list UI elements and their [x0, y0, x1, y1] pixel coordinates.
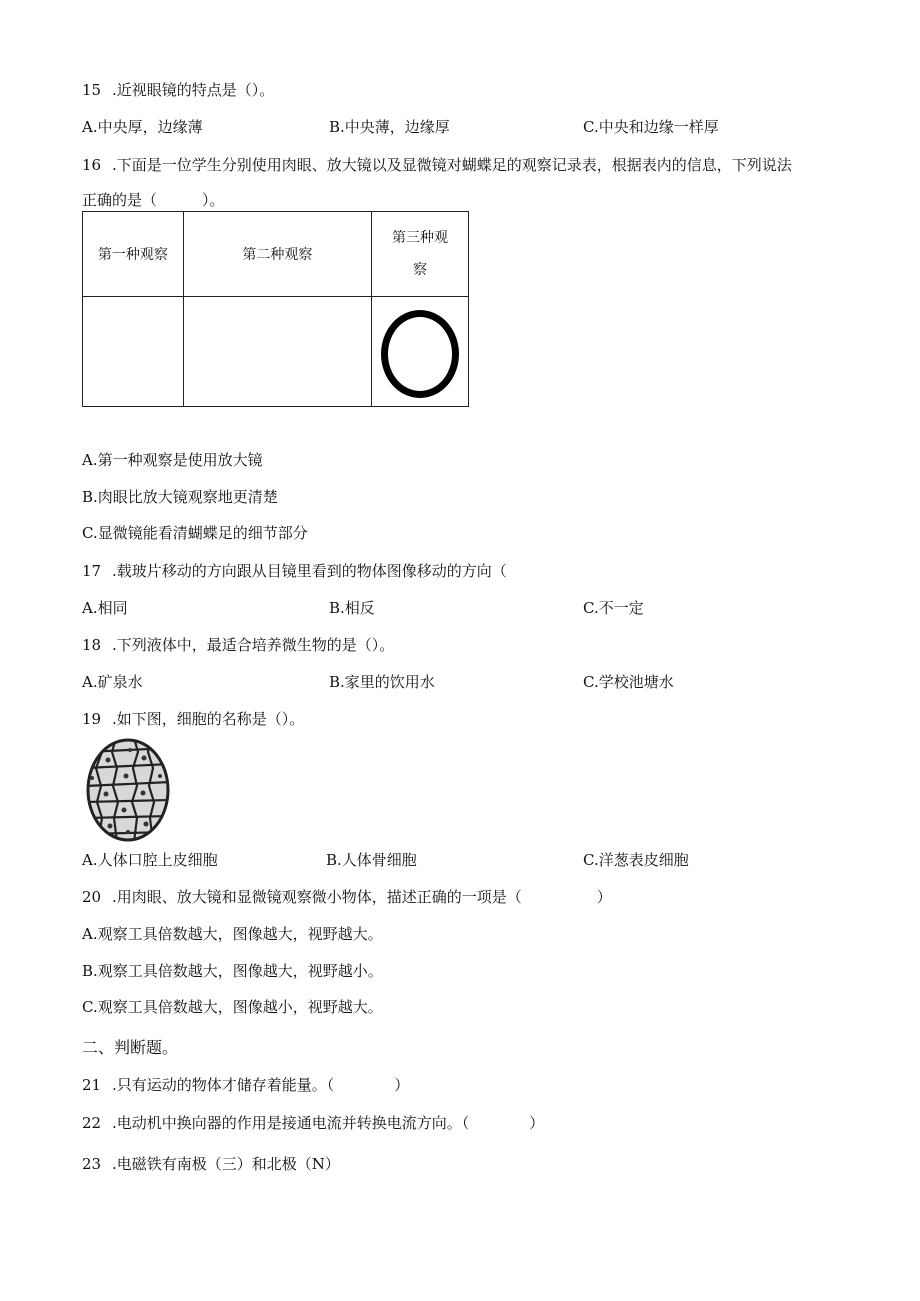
question-number: 16 [82, 156, 102, 174]
option-c[interactable]: C.显微镜能看清蝴蝶足的细节部分 [82, 524, 308, 542]
table-cell-first [83, 297, 184, 407]
question-number: 23 [82, 1155, 102, 1173]
option-c[interactable]: C.观察工具倍数越大，图像越小，视野越大。 [82, 998, 383, 1016]
option-c[interactable]: C.不一定 [583, 599, 644, 617]
question-17 [82, 561, 507, 581]
question-number: 17 [82, 562, 102, 580]
observation-table [82, 211, 469, 407]
table-header-second: 第二种观察 [183, 212, 371, 297]
option-b[interactable]: B.家里的饮用水 [329, 673, 435, 691]
question-number: 18 [82, 636, 102, 654]
option-b[interactable]: B.肉眼比放大镜观察地更清楚 [82, 488, 278, 506]
question-number: 20 [82, 888, 102, 906]
option-c[interactable]: C.中央和边缘一样厚 [583, 118, 719, 136]
question-20 [82, 887, 612, 907]
question-number: 19 [82, 710, 102, 728]
question-text: .近视眼镜的特点是（）。 [112, 81, 275, 99]
section-title: 二、判断题。 [82, 1038, 179, 1057]
question-number: 15 [82, 81, 102, 99]
table-header-first: 第一种观察 [83, 212, 184, 297]
question-19 [82, 709, 304, 729]
question-text: .下列液体中，最适合培养微生物的是（）。 [112, 636, 395, 654]
question-15 [82, 80, 274, 100]
table-cell-third [372, 297, 469, 407]
question-text: .电磁铁有南极（三）和北极（N） [112, 1155, 340, 1173]
table-header-third: 第三种观 察 [372, 212, 469, 297]
option-a[interactable]: A.中央厚，边缘薄 [82, 118, 203, 136]
option-a[interactable]: A.人体口腔上皮细胞 [82, 851, 218, 869]
question-16-continued: 正确的是（ ）。 [82, 191, 225, 209]
question-text: .载玻片移动的方向跟从目镜里看到的物体图像移动的方向（ [112, 562, 507, 580]
option-b[interactable]: B.人体骨细胞 [326, 851, 417, 869]
judgement-22 [82, 1113, 544, 1133]
judgement-21 [82, 1075, 409, 1095]
option-b[interactable]: B.中央薄，边缘厚 [329, 118, 450, 136]
question-text: .只有运动的物体才储存着能量。（ ） [112, 1076, 410, 1094]
question-number: 21 [82, 1076, 102, 1094]
question-text: .用肉眼、放大镜和显微镜观察微小物体，描述正确的一项是（ ） [112, 888, 612, 906]
option-c[interactable]: C.洋葱表皮细胞 [583, 851, 689, 869]
judgement-23 [82, 1154, 340, 1174]
option-b[interactable]: B.观察工具倍数越大，图像越大，视野越小。 [82, 962, 383, 980]
option-b[interactable]: B.相反 [329, 599, 375, 617]
question-number: 22 [82, 1114, 102, 1132]
question-16 [82, 155, 792, 175]
option-c[interactable]: C.学校池塘水 [583, 673, 674, 691]
question-18 [82, 635, 394, 655]
question-text: .下面是一位学生分别使用肉眼、放大镜以及显微镜对蝴蝶足的观察记录表，根据表内的信息，下列说法 [112, 156, 792, 174]
table-cell-second [183, 297, 371, 407]
cell-micrograph-image [86, 738, 170, 842]
option-a[interactable]: A.相同 [82, 599, 128, 617]
option-a[interactable]: A.矿泉水 [82, 673, 143, 691]
question-text: .如下图，细胞的名称是（）。 [112, 710, 305, 728]
option-a[interactable]: A.观察工具倍数越大，图像越大，视野越大。 [82, 925, 383, 943]
option-a[interactable]: A.第一种观察是使用放大镜 [82, 451, 263, 469]
question-text: .电动机中换向器的作用是接通电流并转换电流方向。（ ） [112, 1114, 545, 1132]
circle-figure [381, 310, 459, 398]
